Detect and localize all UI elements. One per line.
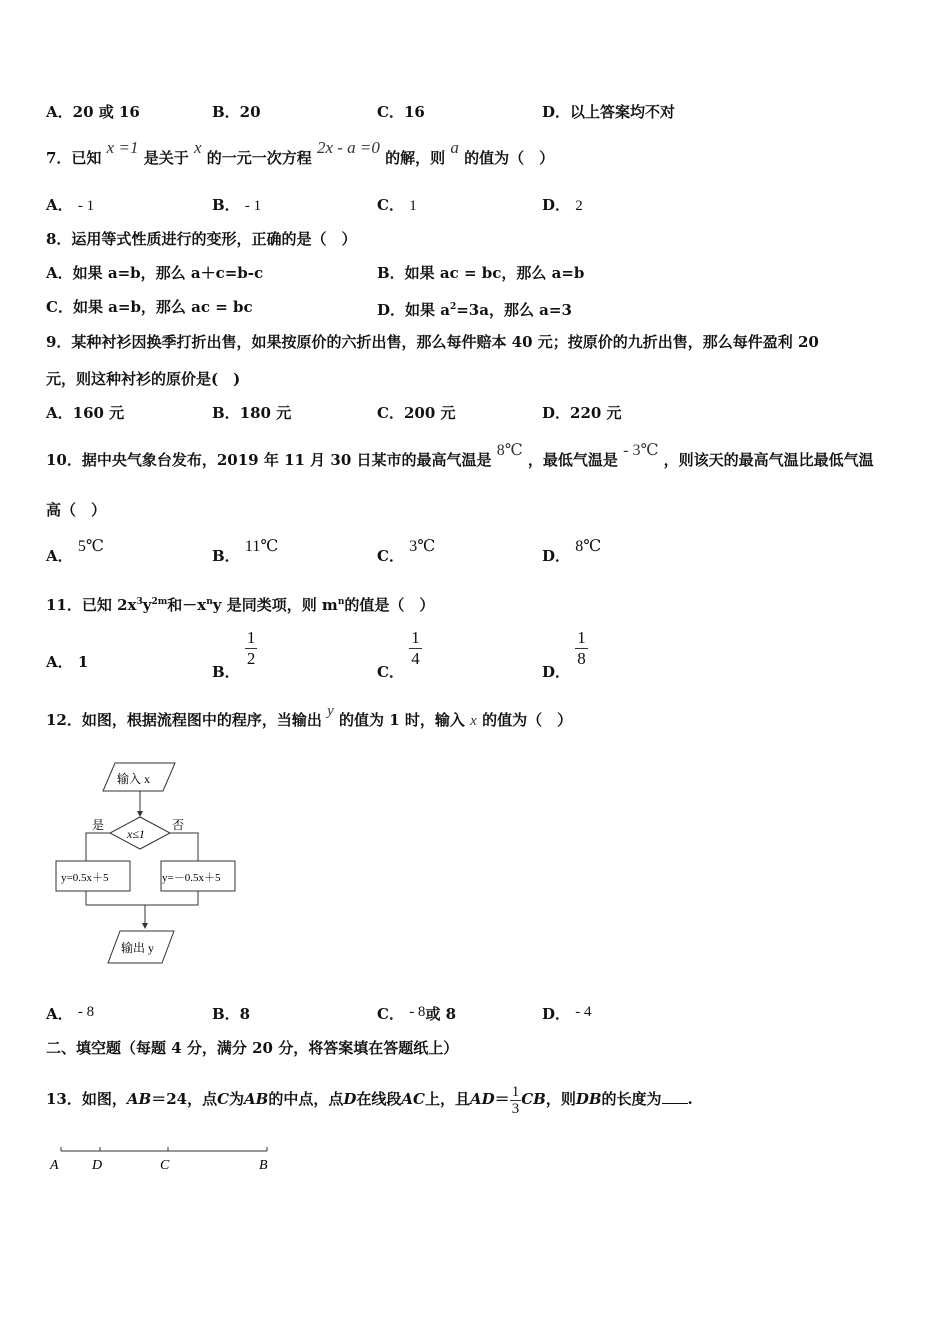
q7-mid1: 是关于: [143, 149, 189, 167]
q12-option-a: A． - 8: [46, 1004, 95, 1023]
q6-option-d: D．以上答案均不对: [542, 103, 676, 121]
q13-fraction: $\frac{1}{3}$: [511, 1083, 520, 1117]
q11-option-d-fraction: $\frac{1}{8}$: [577, 628, 586, 668]
q12-option-c: C． - 8或 8: [377, 1004, 457, 1023]
question-10-stem-line2: 高（ ）: [46, 501, 107, 519]
question-10-stem-line1: 10．据中央气象台发布，2019 年 11 月 30 日某市的最高气温是 8℃ ，最低气温是 - 3℃ ，则该天的最高气温比最低气温: [46, 442, 874, 469]
q12-option-b: B．8: [212, 1005, 251, 1023]
flowchart-merge-line: [86, 891, 198, 905]
q8-option-d: D．如果 $a^2=3a$，那么 a=3: [377, 301, 572, 319]
flowchart: [48, 755, 248, 970]
point-label-b: B: [259, 1158, 268, 1173]
q11-option-c: C． $\frac{1}{4}$: [377, 628, 420, 681]
q7-option-b: B． - 1: [212, 196, 262, 214]
q6-option-c: C．16: [377, 103, 425, 121]
flowchart-input-text: 输入 x: [117, 772, 151, 786]
point-label-d: D: [92, 1158, 103, 1173]
question-11-stem: 11．已知 $2x^3y^{2m}$和$-x^ny$ 是同类项，则 $m^n$的值是（ ）: [46, 596, 435, 614]
flowchart-no-branch: [170, 833, 198, 861]
question-9-stem-line2: 元，则这种衬衫的原价是( ): [46, 370, 241, 388]
q8-option-c: C．如果 a=b，那么 ac = bc: [46, 298, 253, 316]
q9-option-a: A．160 元: [46, 404, 125, 422]
flowchart-arrowhead-1: [137, 811, 143, 817]
flowchart-condition: x≤1: [127, 827, 145, 841]
q10-option-b: B． 11℃: [212, 538, 279, 565]
flowchart-left-formula: y=0.5x＋5: [61, 872, 109, 884]
q10-option-c: C． 3℃: [377, 538, 436, 565]
question-7-stem: [46, 138, 555, 168]
q7-option-a: A． - 1: [46, 196, 95, 214]
question-12-stem: 12．如图，根据流程图中的程序，当输出 y 的值为 1 时，输入 x 的值为（ ）: [46, 703, 573, 729]
segment-figure: [45, 1140, 285, 1180]
flowchart-no-label: 否: [172, 818, 185, 832]
q7-eq1: x =1: [106, 138, 139, 157]
section-2-heading: 二、填空题（每题 4 分，满分 20 分，将答案填在答题纸上）: [46, 1039, 459, 1057]
q10-temp-high: 8℃: [496, 442, 523, 459]
q12-option-d: D． - 4: [542, 1004, 592, 1023]
q7-mid3: 的解，则: [385, 149, 446, 167]
q11-option-d: D． $\frac{1}{8}$: [542, 628, 586, 681]
q7-prefix: 7．已知: [46, 149, 102, 167]
q8-option-b: B．如果 ac = bc，那么 a=b: [377, 264, 585, 282]
flowchart-yes-branch: [86, 833, 110, 861]
q10-option-d: D． 8℃: [542, 538, 602, 565]
flowchart-yes-label: 是: [92, 818, 105, 832]
question-13-stem: 13．如图，AB＝24，点C为AB的中点，点D在线段AC上，且AD＝ $\frac{1}{3}$ CB，则DB的长度为 .: [46, 1083, 693, 1117]
question-8-stem: 8．运用等式性质进行的变形，正确的是（ ）: [46, 230, 357, 248]
q9-option-b: B．180 元: [212, 404, 292, 422]
q9-option-d: D．220 元: [542, 404, 622, 422]
flowchart-arrowhead-2: [142, 923, 148, 929]
flowchart-right-formula: y=－0.5x＋5: [162, 872, 221, 884]
q7-mid2: 的一元一次方程: [206, 149, 312, 167]
q9-option-c: C．200 元: [377, 404, 456, 422]
q8-option-a: A．如果 a=b，那么 a＋c=b-c: [46, 264, 264, 282]
question-9-stem-line1: 9．某种衬衫因换季打折出售，如果按原价的六折出售，那么每件赔本 40 元；按原价的九折出售，那么每件盈利 20: [46, 333, 819, 351]
q12-var-x: x: [470, 713, 477, 729]
q7-eq2: 2x - a =0: [316, 138, 380, 157]
q13-answer-blank: [662, 1103, 688, 1104]
q11-option-c-fraction: $\frac{1}{4}$: [411, 628, 420, 668]
q10-option-a: A． 5℃: [46, 538, 104, 565]
q11-option-b-fraction: $\frac{1}{2}$: [246, 628, 256, 668]
q12-var-y: y: [327, 703, 334, 719]
flowchart-output-text: 输出 y: [121, 941, 155, 955]
q6-option-a: A．20 或 16: [46, 103, 140, 121]
q11-option-a: A． 1: [46, 653, 89, 671]
q7-var-x: x: [193, 138, 202, 157]
q7-suffix: 的值为（ ）: [464, 149, 555, 167]
point-label-a: A: [50, 1158, 59, 1173]
q6-option-b: B．20: [212, 103, 261, 121]
q10-temp-low: - 3℃: [623, 442, 659, 459]
point-label-c: C: [160, 1158, 170, 1173]
q7-option-d: D． 2: [542, 196, 583, 214]
q11-option-b: B． $\frac{1}{2}$: [212, 628, 256, 681]
q7-option-c: C． 1: [377, 196, 417, 214]
q7-var-a: a: [450, 138, 459, 157]
